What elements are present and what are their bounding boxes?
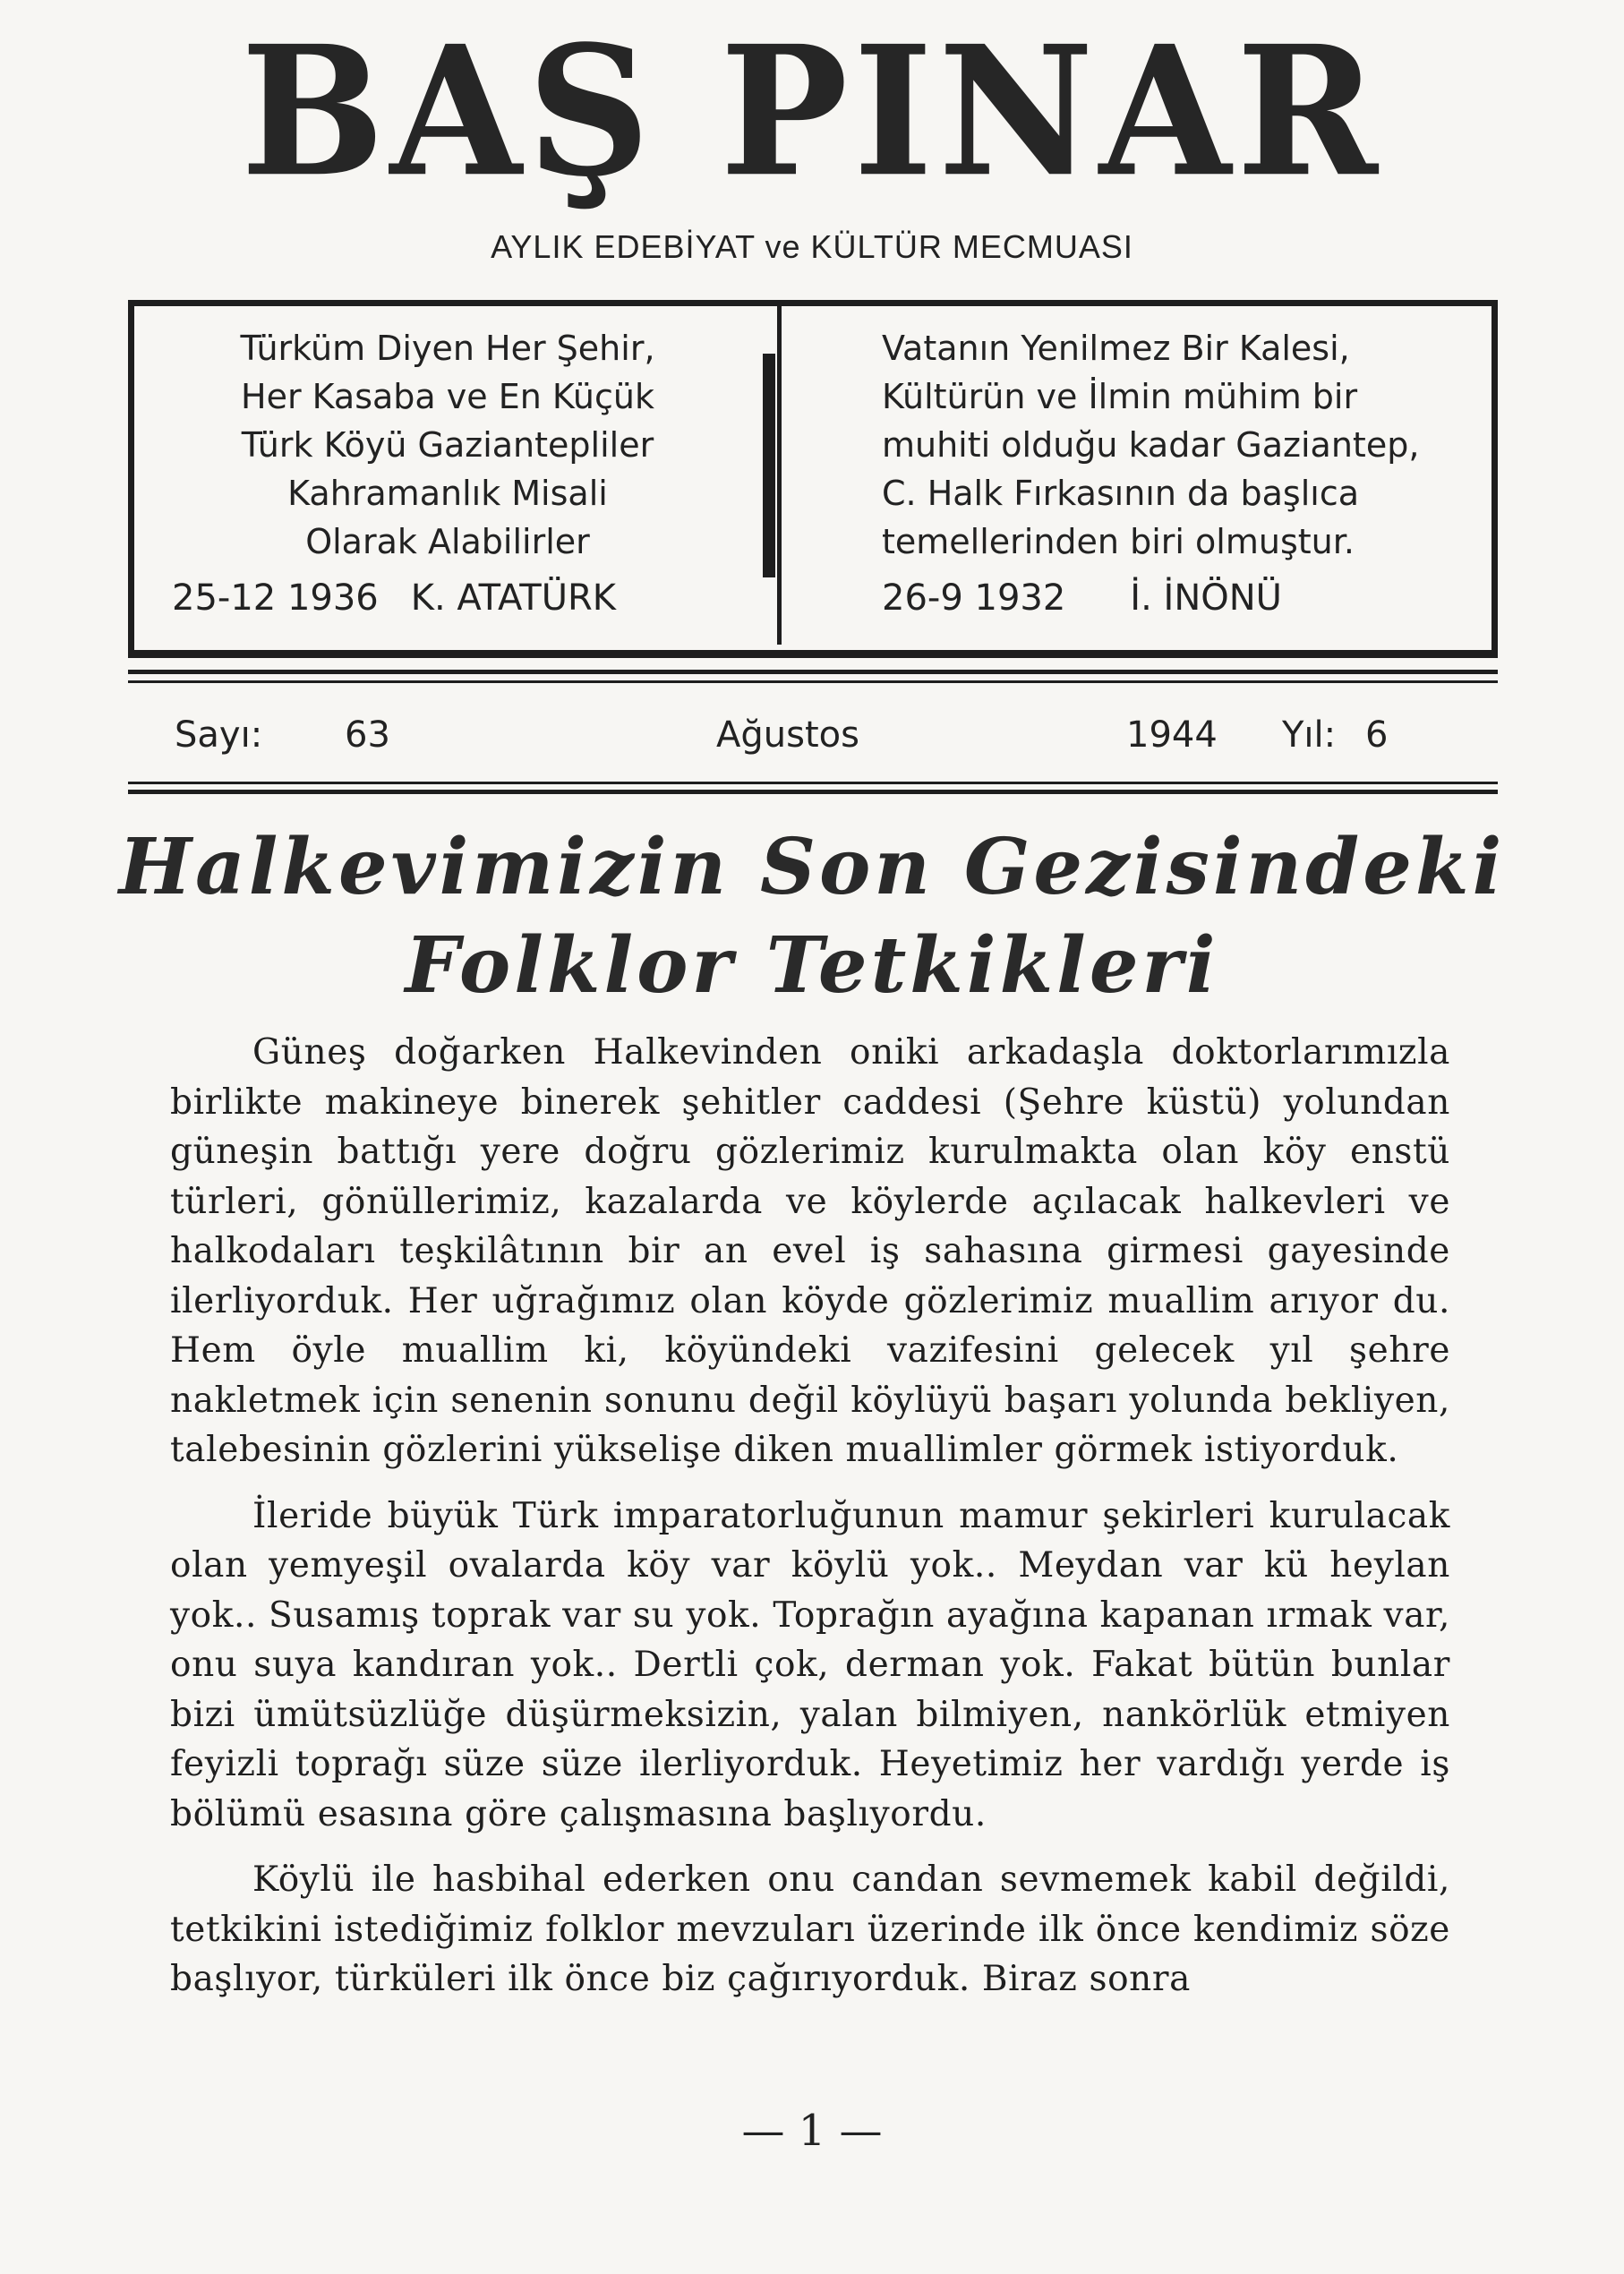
- quote-left-line: Olarak Alabilirler: [305, 522, 590, 561]
- masthead-subtitle: AYLIK EDEBİYAT ve KÜLTÜR MECMUASI: [491, 228, 1133, 265]
- issue-number-label: Sayı:: [175, 714, 263, 756]
- rule-line: [128, 790, 1498, 794]
- quote-left-line: Kahramanlık Misali: [287, 474, 608, 513]
- quote-left-line: Her Kasaba ve En Küçük: [241, 377, 654, 416]
- quote-right-date: 26-9 1932: [882, 577, 1066, 619]
- quote-left-line: Türküm Diyen Her Şehir,: [240, 329, 655, 368]
- rule-line: [128, 782, 1498, 784]
- article-title: Folklor Tetkikleri: [405, 920, 1219, 1011]
- quote-right-signature: [882, 577, 1282, 619]
- article-title: Halkevimizin Son Gezisindeki: [118, 822, 1506, 912]
- quote-left-signature: [172, 577, 616, 619]
- quote-divider: [763, 354, 775, 577]
- issue-number: 63: [345, 714, 390, 756]
- quote-left-line: Türk Köyü Gaziantepliler: [241, 425, 654, 465]
- quote-right-line: muhiti olduğu kadar Gaziantep,: [882, 425, 1420, 465]
- issue-volume-label: Yıl:: [1282, 714, 1337, 756]
- masthead-title: BAŞ PINAR: [240, 6, 1384, 217]
- issue-month: Ağustos: [716, 714, 859, 756]
- quote-left-date: 25-12 1936: [172, 577, 379, 619]
- rule-line: [128, 670, 1498, 674]
- quote-left-author: K. ATATÜRK: [410, 577, 616, 619]
- quote-divider-thin: [777, 304, 782, 645]
- article-body: [170, 1028, 1450, 2021]
- issue-volume: 6: [1365, 714, 1389, 756]
- quote-right-line: temellerinden biri olmuştur.: [882, 522, 1355, 561]
- quote-right: [882, 324, 1473, 566]
- quote-right-line: Vatanın Yenilmez Bir Kalesi,: [882, 329, 1350, 368]
- quote-right-line: Kültürün ve İlmin mühim bir: [882, 377, 1358, 416]
- page-number: — 1 —: [741, 2106, 883, 2156]
- quote-right-author: İ. İNÖNÜ: [1130, 577, 1282, 619]
- article-paragraph: Güneş doğarken Halkevinden oniki arkadaşla doktorlarımızla birlikte makineye binerek şehitler caddesi (Şehre küstü) yolundan güneşin battığı yere doğru gözlerimiz kurulmakta olan köy enstü türleri, gönüllerimiz, kazalarda ve köylerde açılacak halkevleri ve halkodaları teşkilâtının bir an evel iş sahasına girmesi gayesinde ilerliyorduk. Her uğrağımız olan köyde gözlerimiz muallim arıyor du. Hem öyle muallim ki, köyündeki vazifesini gelecek yıl şehre nakletmek için senenin sonunu değil köylüyü başarı yolunda bekliyen, talebesinin gözlerini yükselişe diken muallimler görmek istiyorduk.: [170, 1032, 1450, 1470]
- issue-year: 1944: [1126, 714, 1218, 756]
- quote-left: [161, 324, 734, 566]
- rule-line: [128, 680, 1498, 683]
- article-paragraph: Köylü ile hasbihal ederken onu candan sevmemek kabil değildi, tetkikini istediğimiz folklor mevzuları üzerinde ilk önce kendimiz söze başlıyor, türküleri ilk önce biz çağırıyorduk. Biraz sonra: [170, 1859, 1450, 1999]
- article-paragraph: İleride büyük Türk imparatorluğunun mamur şekirleri kurulacak olan yemyeşil ovalarda köy var köylü yok.. Meydan var kü heylan yok.. Susamış toprak var su yok. Toprağın ayağına kapanan ırmak var, onu suya kandıran yok.. Dertli çok, derman yok. Fakat bütün bunlar bizi ümütsüzlüğe düşürmeksizin, yalan bilmiyen, nankörlük etmiyen feyizli toprağı süze süze ilerliyorduk. Heyetimiz her vardığı yerde iş bölümü esasına göre çalışmasına başlıyordu.: [170, 1495, 1450, 1834]
- quote-right-line: C. Halk Fırkasının da başlıca: [882, 474, 1360, 513]
